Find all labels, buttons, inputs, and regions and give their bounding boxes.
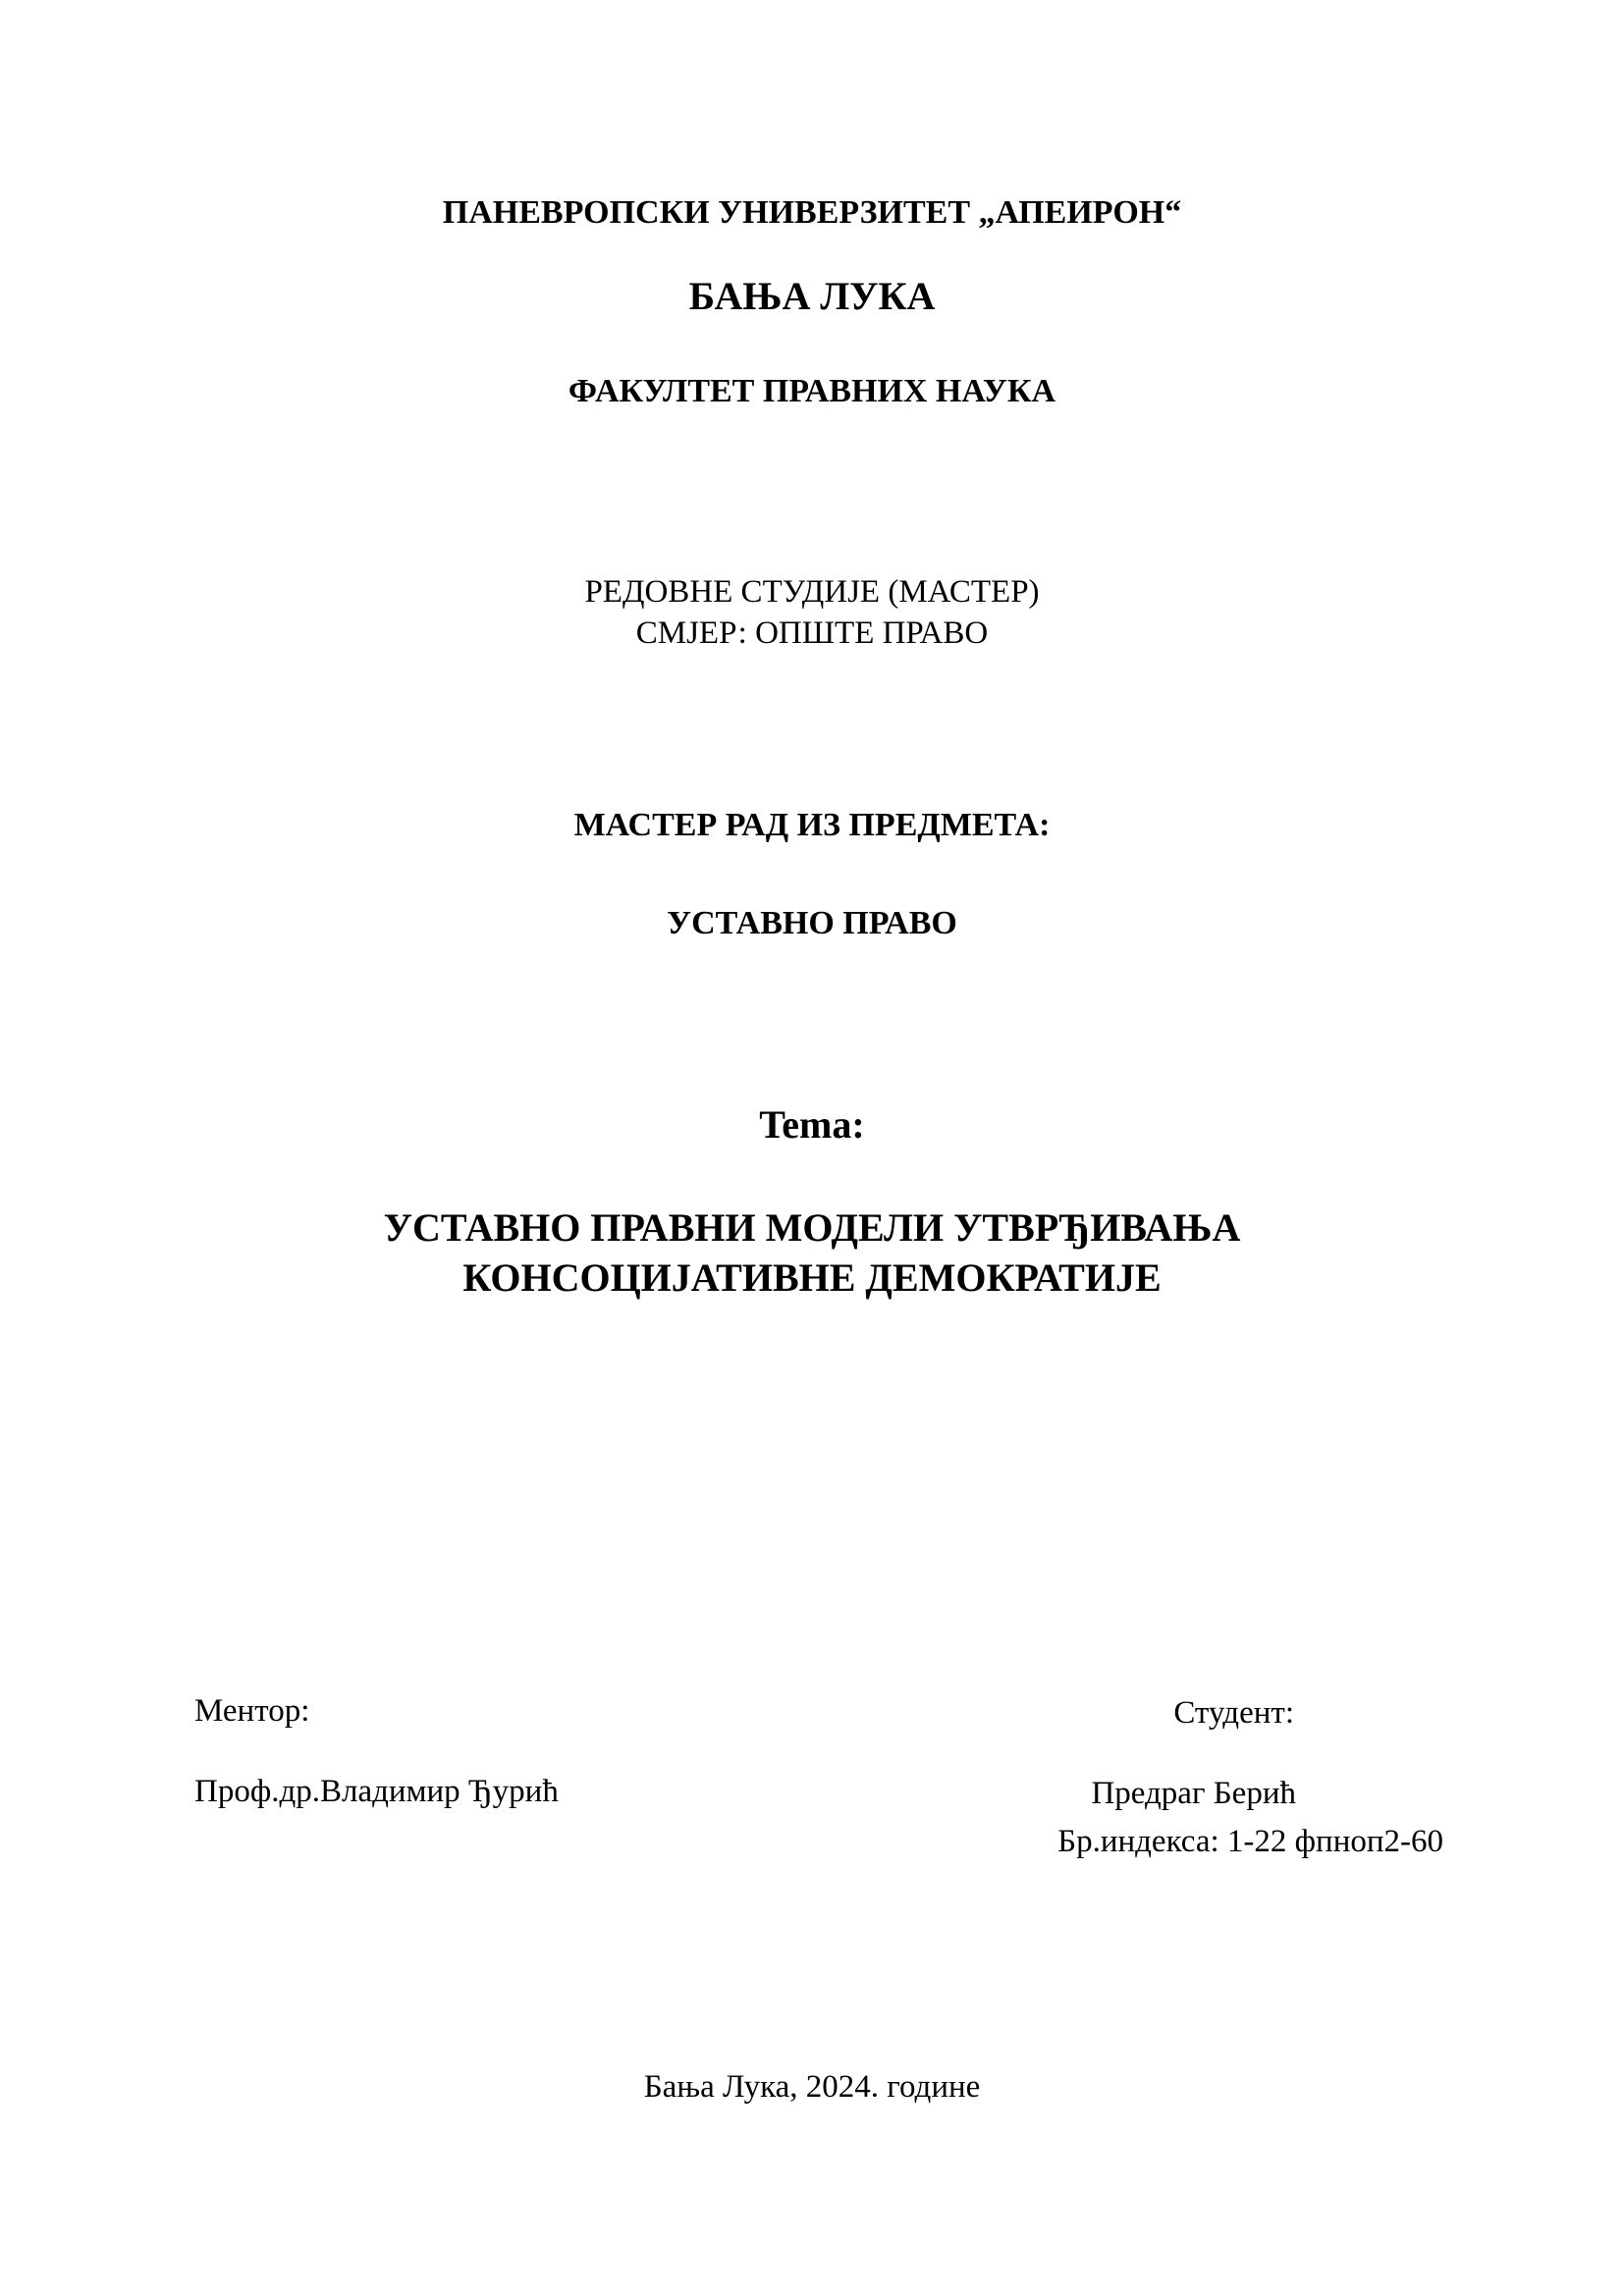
thesis-title-line-1: УСТАВНО ПРАВНИ МОДЕЛИ УТВРЂИВАЊА — [383, 1205, 1241, 1250]
thesis-title-line-2: КОНСОЦИЈАТИВНЕ ДЕМОКРАТИЈЕ — [462, 1255, 1162, 1301]
student-index: Бр.индекса: 1-22 фпноп2-60 — [1057, 1824, 1443, 1859]
student-name: Предраг Берић — [1091, 1776, 1296, 1811]
mentor-name: Проф.др.Владимир Ђурић — [194, 1774, 559, 1809]
topic-label: Tema: — [759, 1102, 865, 1147]
faculty-name: ФАКУЛТЕТ ПРАВНИХ НАУКА — [568, 373, 1056, 409]
thesis-subject: УСТАВНО ПРАВО — [667, 905, 957, 941]
mentor-label: Ментор: — [194, 1693, 310, 1729]
thesis-title — [0, 1202, 1624, 1303]
place-and-date: Бања Лука, 2024. године — [643, 2069, 981, 2105]
studies-direction: СМЈЕР: ОПШТЕ ПРАВО — [635, 615, 989, 652]
city-name: БАЊА ЛУКА — [688, 274, 936, 318]
university-name: ПАНЕВРОПСКИ УНИВЕРЗИТЕТ „АПЕИРОН“ — [442, 194, 1182, 231]
thesis-label: МАСТЕР РАД ИЗ ПРЕДМЕТА: — [573, 807, 1051, 843]
studies-type: РЕДОВНЕ СТУДИЈЕ (МАСТЕР) — [584, 574, 1040, 610]
student-label: Студент: — [1173, 1695, 1294, 1731]
studies-block — [0, 571, 1624, 654]
